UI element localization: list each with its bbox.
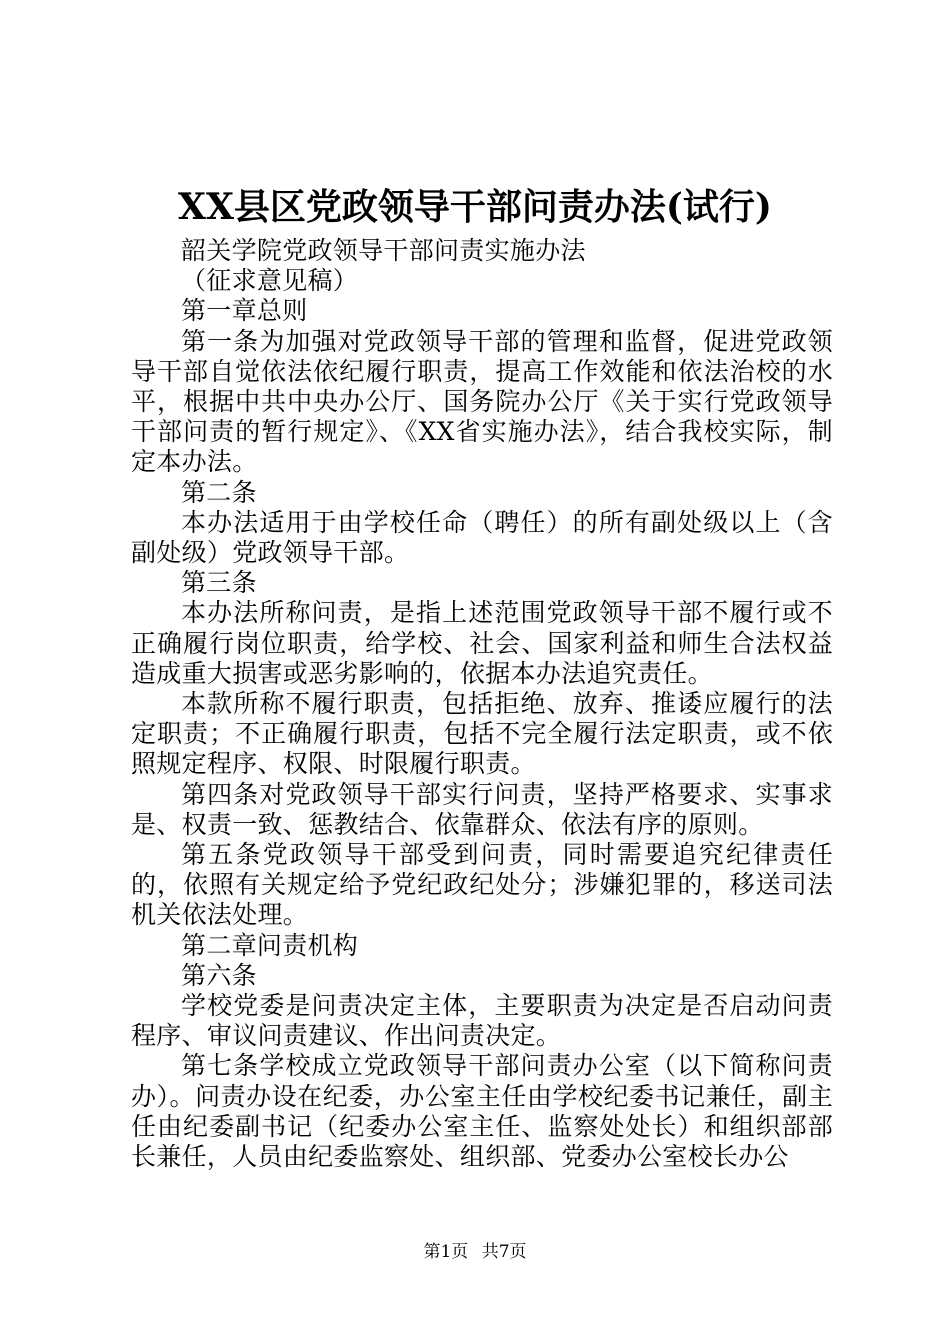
paragraph: 第四条对党政领导干部实行问责，坚持严格要求、实事求是、权责一致、惩教结合、依靠群众、依法有序的原则。 xyxy=(131,779,833,839)
article-heading: 第六条 xyxy=(181,960,257,990)
paragraph: 第一条为加强对党政领导干部的管理和监督，促进党政领导干部自觉依法依纪履行职责，提高工作效能和依法治校的水平，根据中共中央办公厅、国务院办公厅《关于实行党政领导干部问责的暂行规定》、《XX省实施办法》，结合我校实际，制定本办法。 xyxy=(131,326,833,477)
paragraph: （征求意见稿） xyxy=(181,266,359,296)
paragraph: 学校党委是问责决定主体，主要职责为决定是否启动问责程序、审议问责建议、作出问责决定。 xyxy=(131,991,833,1051)
paragraph: 本办法适用于由学校任命（聘任）的所有副处级以上（含副处级）党政领导干部。 xyxy=(131,507,833,568)
document-title: XX县区党政领导干部问责办法(试行) xyxy=(178,186,772,228)
paragraph: 第五条党政领导干部受到问责，同时需要追究纪律责任的，依照有关规定给予党纪政纪处分；涉嫌犯罪的，移送司法机关依法处理。 xyxy=(131,840,833,930)
paragraph: 本款所称不履行职责，包括拒绝、放弃、推诿应履行的法定职责；不正确履行职责，包括不完全履行法定职责，或不依照规定程序、权限、时限履行职责。 xyxy=(131,689,833,779)
page-footer xyxy=(0,1240,950,1264)
paragraph: 韶关学院党政领导干部问责实施办法 xyxy=(181,236,586,265)
paragraph: 第七条学校成立党政领导干部问责办公室（以下简称问责办）。问责办设在纪委，办公室主任由学校纪委书记兼任，副主任由纪委副书记（纪委办公室主任、监察处处长）和组织部部长兼任，人员由纪委监察处、组织部、党委办公室校长办公 xyxy=(131,1051,833,1172)
document-body xyxy=(131,236,833,1172)
article-heading: 第二条 xyxy=(181,477,257,507)
article-heading: 第三条 xyxy=(181,568,257,598)
chapter-heading: 第一章总则 xyxy=(181,296,308,326)
page-number: 第1页 xyxy=(423,1242,469,1262)
chapter-heading: 第二章问责机构 xyxy=(181,930,359,960)
paragraph: 本办法所称问责，是指上述范围党政领导干部不履行或不正确履行岗位职责，给学校、社会、国家利益和师生合法权益造成重大损害或恶劣影响的，依据本办法追究责任。 xyxy=(131,598,833,688)
page-total: 共7页 xyxy=(481,1242,527,1262)
